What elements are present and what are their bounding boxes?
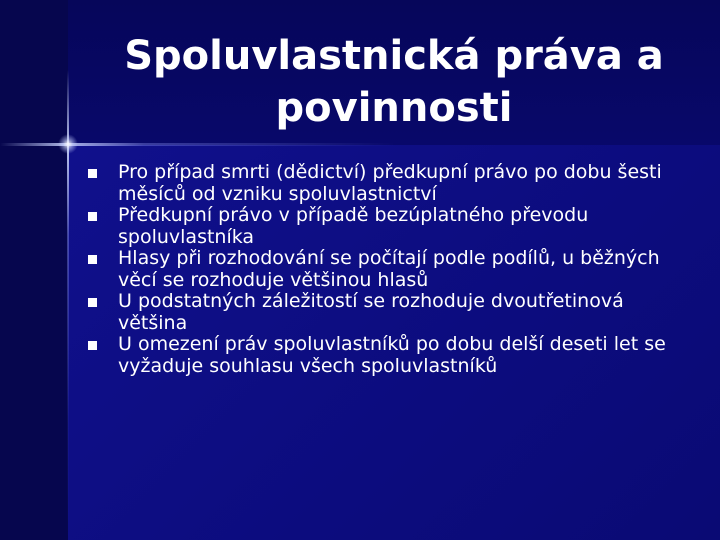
bullet-item (88, 291, 688, 334)
square-bullet-icon (88, 255, 97, 264)
bullet-item (88, 334, 688, 377)
left-decor-band (0, 0, 68, 540)
square-bullet-icon (88, 341, 97, 350)
square-bullet-icon (88, 169, 97, 178)
bullet-text: U podstatných záležitostí se rozhoduje dvoutřetinová většina (118, 290, 624, 334)
square-bullet-icon (88, 212, 97, 221)
horizontal-glow-line (0, 143, 720, 146)
glow-star-icon (58, 134, 78, 154)
bullet-list (88, 162, 688, 377)
bullet-text: Hlasy při rozhodování se počítají podle podílů, u běžných věcí se rozhoduje většinou hlasů (118, 247, 660, 291)
bullet-text: Předkupní právo v případě bezúplatného převodu spoluvlastníka (118, 204, 589, 248)
bullet-item (88, 248, 688, 291)
bullet-item (88, 162, 688, 205)
slide-title: Spoluvlastnická práva a povinnosti (124, 33, 664, 131)
bullet-text: U omezení práv spoluvlastníků po dobu delší deseti let se vyžaduje souhlasu všech spoluvlastníků (118, 333, 666, 377)
bullet-text: Pro případ smrti (dědictví) předkupní právo po dobu šesti měsíců od vzniku spoluvlastnictví (118, 161, 662, 205)
bullet-item (88, 205, 688, 248)
square-bullet-icon (88, 298, 97, 307)
